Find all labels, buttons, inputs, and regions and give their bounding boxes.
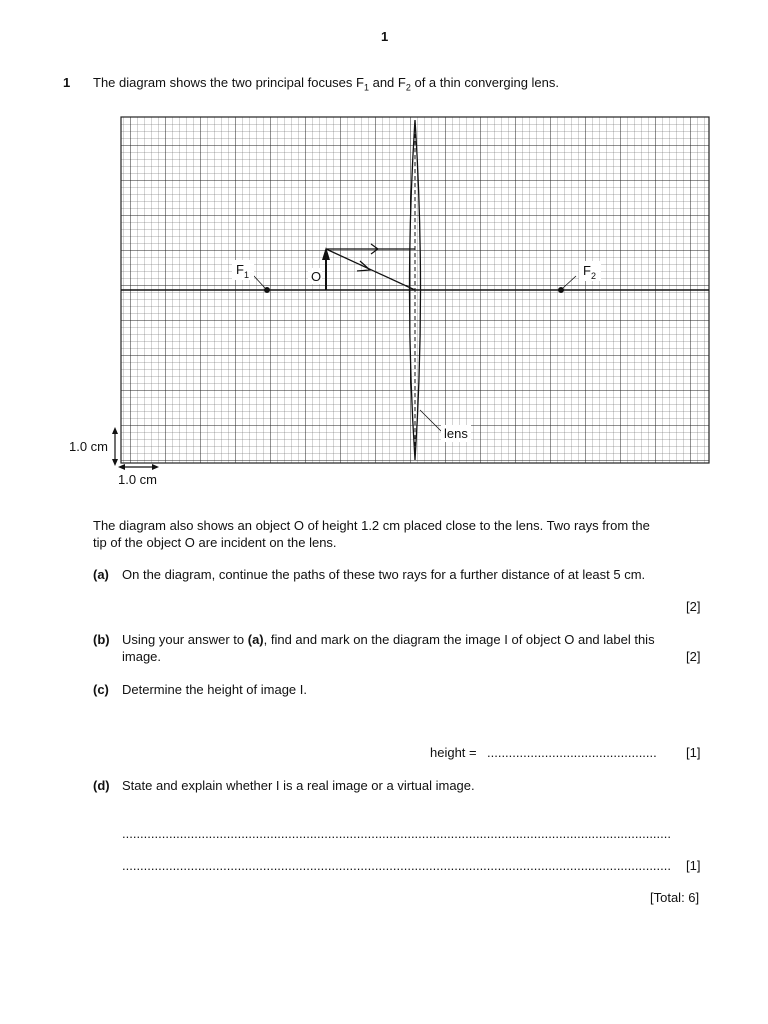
part-b-text-ref: (a) — [247, 632, 264, 647]
part-d-answer-line-2[interactable]: ........................................................................................................................................................ — [122, 858, 671, 873]
part-b-text-line-2: image. — [122, 649, 162, 664]
object-label: O — [311, 269, 322, 284]
horizontal-scale-label: 1.0 cm — [118, 472, 158, 487]
part-c-answer-field[interactable]: ............................................... — [487, 745, 657, 760]
part-b-text-post: , find and mark on the diagram the image I of object O and label this — [263, 632, 655, 647]
horizontal-scale-arrow-left — [118, 464, 125, 470]
part-b-label: (b) — [93, 632, 110, 647]
vertical-scale-label: 1.0 cm — [69, 439, 109, 454]
intro-sub-2: 2 — [405, 82, 411, 93]
f1-label: $F_1$ — [236, 262, 249, 280]
part-c-label: (c) — [93, 682, 109, 697]
part-a-label: (a) — [93, 567, 109, 582]
part-c-marks: [1] — [686, 745, 701, 760]
part-a-text: On the diagram, continue the paths of these two rays for a further distance of at least 5 cm. — [122, 567, 646, 582]
total-marks: [Total: 6] — [650, 890, 700, 905]
part-b-marks: [2] — [686, 649, 701, 664]
question-intro — [93, 75, 559, 93]
intro-sub-1: 1 — [363, 82, 369, 93]
part-b-text — [122, 632, 655, 647]
part-d-answer-line-1[interactable]: ........................................................................................................................................................ — [122, 826, 671, 841]
part-d-marks: [1] — [686, 858, 701, 873]
intro-text-1: The diagram shows the two principal focuses F — [93, 75, 364, 90]
f2-label: $F_2$ — [583, 263, 596, 281]
vertical-scale-arrow-up — [112, 427, 118, 434]
part-d-text: State and explain whether I is a real image or a virtual image. — [122, 778, 475, 793]
question-number: 1 — [63, 75, 71, 90]
lens-diagram — [60, 110, 720, 495]
part-a-marks: [2] — [686, 599, 701, 614]
part-c-text: Determine the height of image I. — [122, 682, 307, 697]
body-paragraph-line-2: tip of the object O are incident on the lens. — [93, 535, 337, 550]
body-paragraph-line-1: The diagram also shows an object O of height 1.2 cm placed close to the lens. Two rays from the — [93, 518, 650, 533]
vertical-scale-arrow-down — [112, 459, 118, 466]
page-number: 1 — [381, 29, 389, 44]
intro-text-2: and F — [368, 75, 406, 90]
lens-label: lens — [444, 426, 468, 441]
horizontal-scale-arrow-right — [152, 464, 159, 470]
intro-text-3: of a thin converging lens. — [410, 75, 560, 90]
part-b-text-pre: Using your answer to — [122, 632, 248, 647]
part-d-label: (d) — [93, 778, 110, 793]
part-c-answer-label: height = — [430, 745, 477, 760]
